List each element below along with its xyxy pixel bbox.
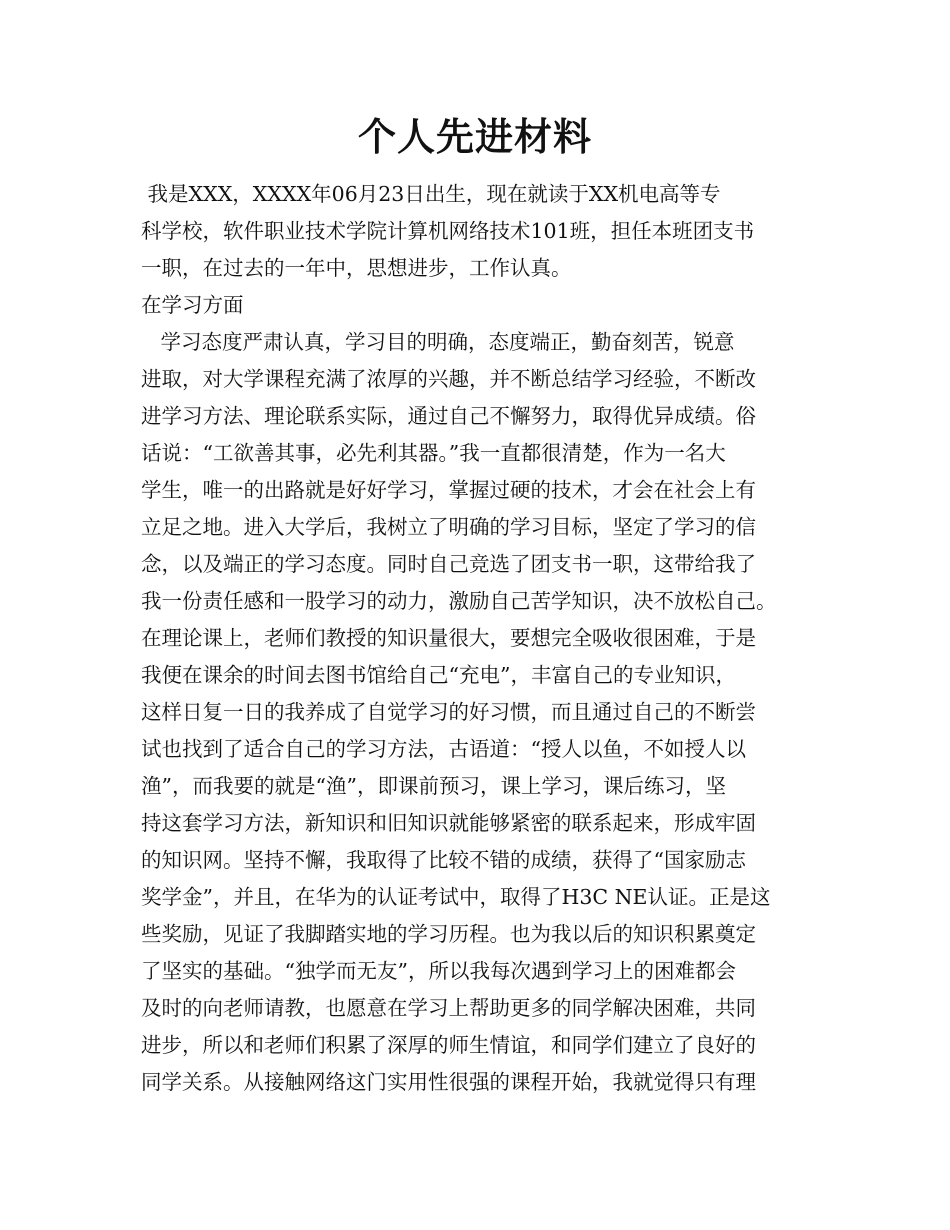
document-body <box>141 176 811 1101</box>
body-text-line: 试也找到了适合自己的学习方法，古语道：“授人以鱼，不如授人以 <box>141 737 746 761</box>
body-text-line: 了坚实的基础。“独学而无友”，所以我每次遇到学习上的困难都会 <box>141 959 736 983</box>
body-text-line: 话说：“工欲善其事，必先利其器。”我一直都很清楚，作为一名大 <box>141 441 726 465</box>
body-text-line: 进学习方法、理论联系实际，通过自己不懈努力，取得优异成绩。俗 <box>141 404 756 428</box>
body-text-line: 念，以及端正的学习态度。同时自己竞选了团支书一职，这带给我了 <box>141 552 756 576</box>
body-text-line: 学习态度严肃认真，学习目的明确，态度端正，勤奋刻苦，锐意 <box>141 330 735 354</box>
body-text-line: 在理论课上，老师们教授的知识量很大，要想完全吸收很困难，于是 <box>141 626 756 650</box>
body-text-line: 奖学金”，并且，在华为的认证考试中，取得了H3C NE认证。正是这 <box>141 885 771 909</box>
body-text-line: 这样日复一日的我养成了自觉学习的好习惯，而且通过自己的不断尝 <box>141 700 756 724</box>
body-text-line: 渔”，而我要的就是“渔”，即课前预习，课上学习，课后练习，坚 <box>141 774 726 798</box>
body-text-line: 及时的向老师请教，也愿意在学习上帮助更多的同学解决困难，共同 <box>141 996 756 1020</box>
body-text-line: 我是XXX，XXXX年06月23日出生，现在就读于XX机电高等专 <box>141 182 721 206</box>
body-text-line: 我一份责任感和一股学习的动力，激励自己苦学知识，决不放松自己。 <box>141 589 777 613</box>
body-text-line: 进步，所以和老师们积累了深厚的师生情谊，和同学们建立了良好的 <box>141 1033 756 1057</box>
body-text-line: 科学校，软件职业技术学院计算机网络技术101班，担任本班团支书 <box>141 219 755 243</box>
body-text-line: 我便在课余的时间去图书馆给自己“充电”，丰富自己的专业知识， <box>141 663 736 687</box>
body-text-line: 持这套学习方法，新知识和旧知识就能够紧密的联系起来，形成牢固 <box>141 811 756 835</box>
body-text-line: 一职，在过去的一年中，思想进步，工作认真。 <box>141 256 572 280</box>
body-text-line: 进取，对大学课程充满了浓厚的兴趣，并不断总结学习经验，不断改 <box>141 367 756 391</box>
body-text-line: 在学习方面 <box>141 293 244 317</box>
document-title: 个人先进材料 <box>357 114 592 159</box>
body-text-line: 些奖励，见证了我脚踏实地的学习历程。也为我以后的知识积累奠定 <box>141 922 756 946</box>
body-text-line: 立足之地。进入大学后，我树立了明确的学习目标，坚定了学习的信 <box>141 515 756 539</box>
body-text-line: 学生，唯一的出路就是好好学习，掌握过硬的技术，才会在社会上有 <box>141 478 756 502</box>
body-text-line: 同学关系。从接触网络这门实用性很强的课程开始，我就觉得只有理 <box>141 1070 756 1094</box>
body-text-line: 的知识网。坚持不懈，我取得了比较不错的成绩，获得了“国家励志 <box>141 848 746 872</box>
